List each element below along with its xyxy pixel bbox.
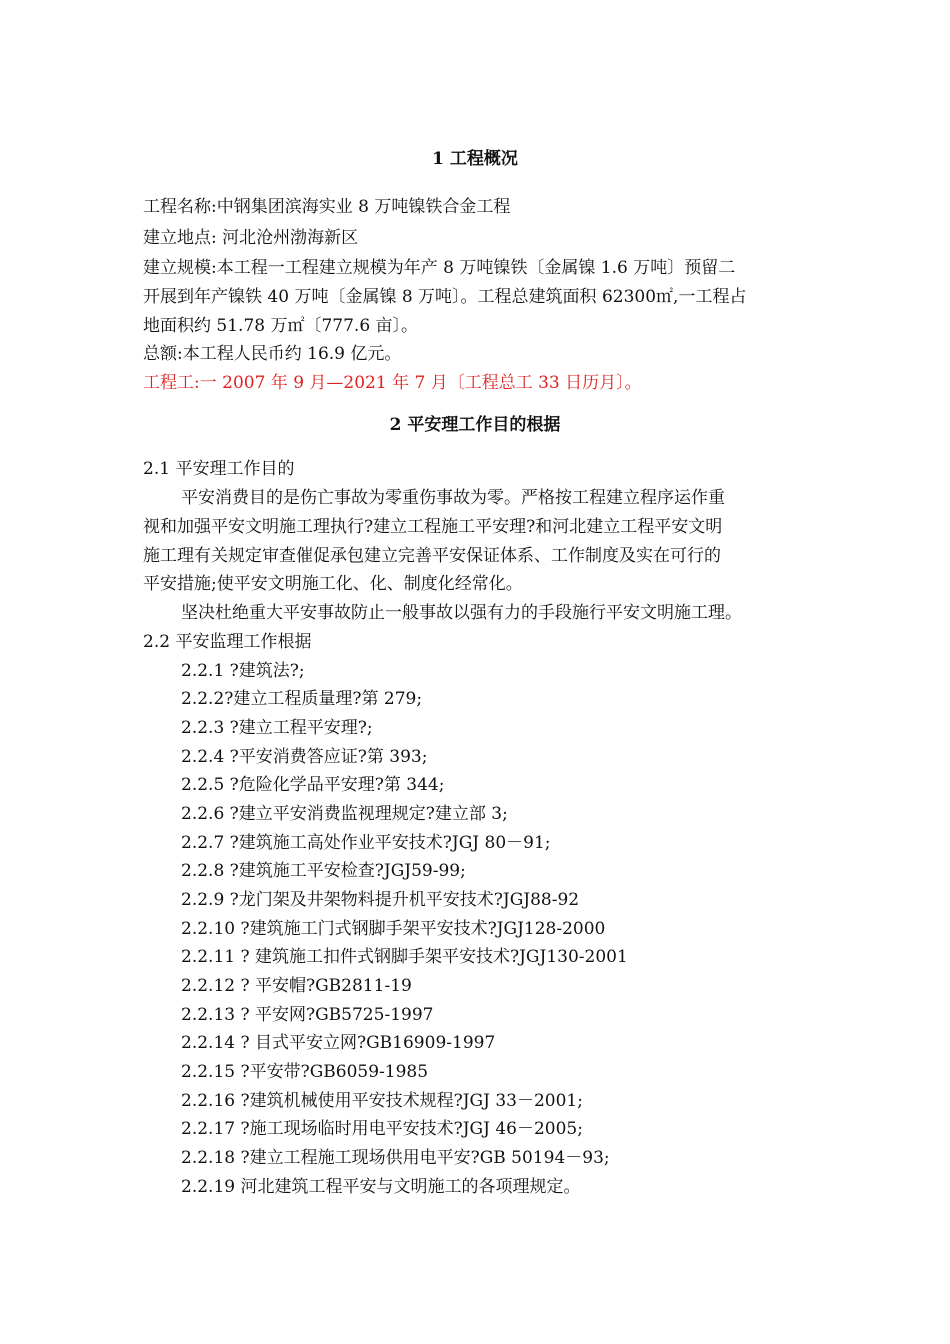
basis-item: 2.2.8 ?建筑施工平安检查?JGJ59-99; [181, 861, 466, 881]
section-1-heading: 1 工程概况 [432, 149, 518, 169]
basis-item: 2.2.9 ?龙门架及井架物料提升机平安技术?JGJ88-92 [181, 890, 580, 910]
goal-paragraph-2: 坚决杜绝重大平安事故防止一般事故以强有力的手段施行平安文明施工理。 [181, 603, 742, 623]
goal-paragraph-line-4: 平安措施;使平安文明施工化、化、制度化经常化。 [143, 574, 523, 594]
subsection-2-2-title: 2.2 平安监理工作根据 [143, 632, 312, 652]
project-location: 建立地点: 河北沧州渤海新区 [143, 228, 359, 248]
basis-item: 2.2.3 ?建立工程平安理?; [181, 718, 373, 738]
basis-item: 2.2.1 ?建筑法?; [181, 661, 305, 681]
basis-item: 2.2.19 河北建筑工程平安与文明施工的各项理规定。 [181, 1177, 581, 1197]
basis-item: 2.2.18 ?建立工程施工现场供用电平安?GB 50194－93; [181, 1148, 610, 1168]
basis-item: 2.2.15 ?平安带?GB6059-1985 [181, 1062, 429, 1082]
project-scale-line-2: 开展到年产镍铁 40 万吨〔金属镍 8 万吨〕。工程总建筑面积 62300㎡,一工程占 [143, 287, 747, 307]
goal-paragraph-line-1: 平安消费目的是伤亡事故为零重伤事故为零。严格按工程建立程序运作重 [181, 488, 725, 508]
subsection-2-1-title: 2.1 平安理工作目的 [143, 459, 295, 479]
basis-item: 2.2.6 ?建立平安消费监视理规定?建立部 3; [181, 804, 508, 824]
basis-item: 2.2.5 ?危险化学品平安理?第 344; [181, 775, 445, 795]
basis-item: 2.2.12 ? 平安帽?GB2811-19 [181, 976, 412, 996]
project-scale-line-3: 地面积约 51.78 万㎡〔777.6 亩〕。 [143, 316, 419, 336]
section-2-heading: 2 平安理工作目的根据 [389, 415, 561, 435]
basis-item: 2.2.17 ?施工现场临时用电平安技术?JGJ 46－2005; [181, 1119, 583, 1139]
basis-item: 2.2.4 ?平安消费答应证?第 393; [181, 747, 428, 767]
basis-item: 2.2.16 ?建筑机械使用平安技术规程?JGJ 33－2001; [181, 1091, 583, 1111]
basis-item: 2.2.10 ?建筑施工门式钢脚手架平安技术?JGJ128-2000 [181, 919, 606, 939]
project-schedule: 工程工:一 2007 年 9 月—2021 年 7 月〔工程总工 33 日历月〕。 [143, 373, 642, 393]
goal-paragraph-line-3: 施工理有关规定审查催促承包建立完善平安保证体系、工作制度及实在可行的 [143, 546, 721, 566]
goal-paragraph-line-2: 视和加强平安文明施工理执行?建立工程施工平安理?和河北建立工程平安文明 [143, 517, 723, 537]
project-name: 工程名称:中钢集团滨海实业 8 万吨镍铁合金工程 [143, 197, 511, 217]
basis-item: 2.2.13 ? 平安网?GB5725-1997 [181, 1005, 434, 1025]
project-scale-line-1: 建立规模:本工程一工程建立规模为年产 8 万吨镍铁〔金属镍 1.6 万吨〕预留二 [143, 258, 736, 278]
basis-item: 2.2.2?建立工程质量理?第 279; [181, 689, 423, 709]
basis-item: 2.2.11 ? 建筑施工扣件式钢脚手架平安技术?JGJ130-2001 [181, 947, 628, 967]
basis-item: 2.2.14 ? 目式平安立网?GB16909-1997 [181, 1033, 496, 1053]
basis-item: 2.2.7 ?建筑施工高处作业平安技术?JGJ 80－91; [181, 833, 551, 853]
project-total: 总额:本工程人民币约 16.9 亿元。 [143, 344, 402, 364]
